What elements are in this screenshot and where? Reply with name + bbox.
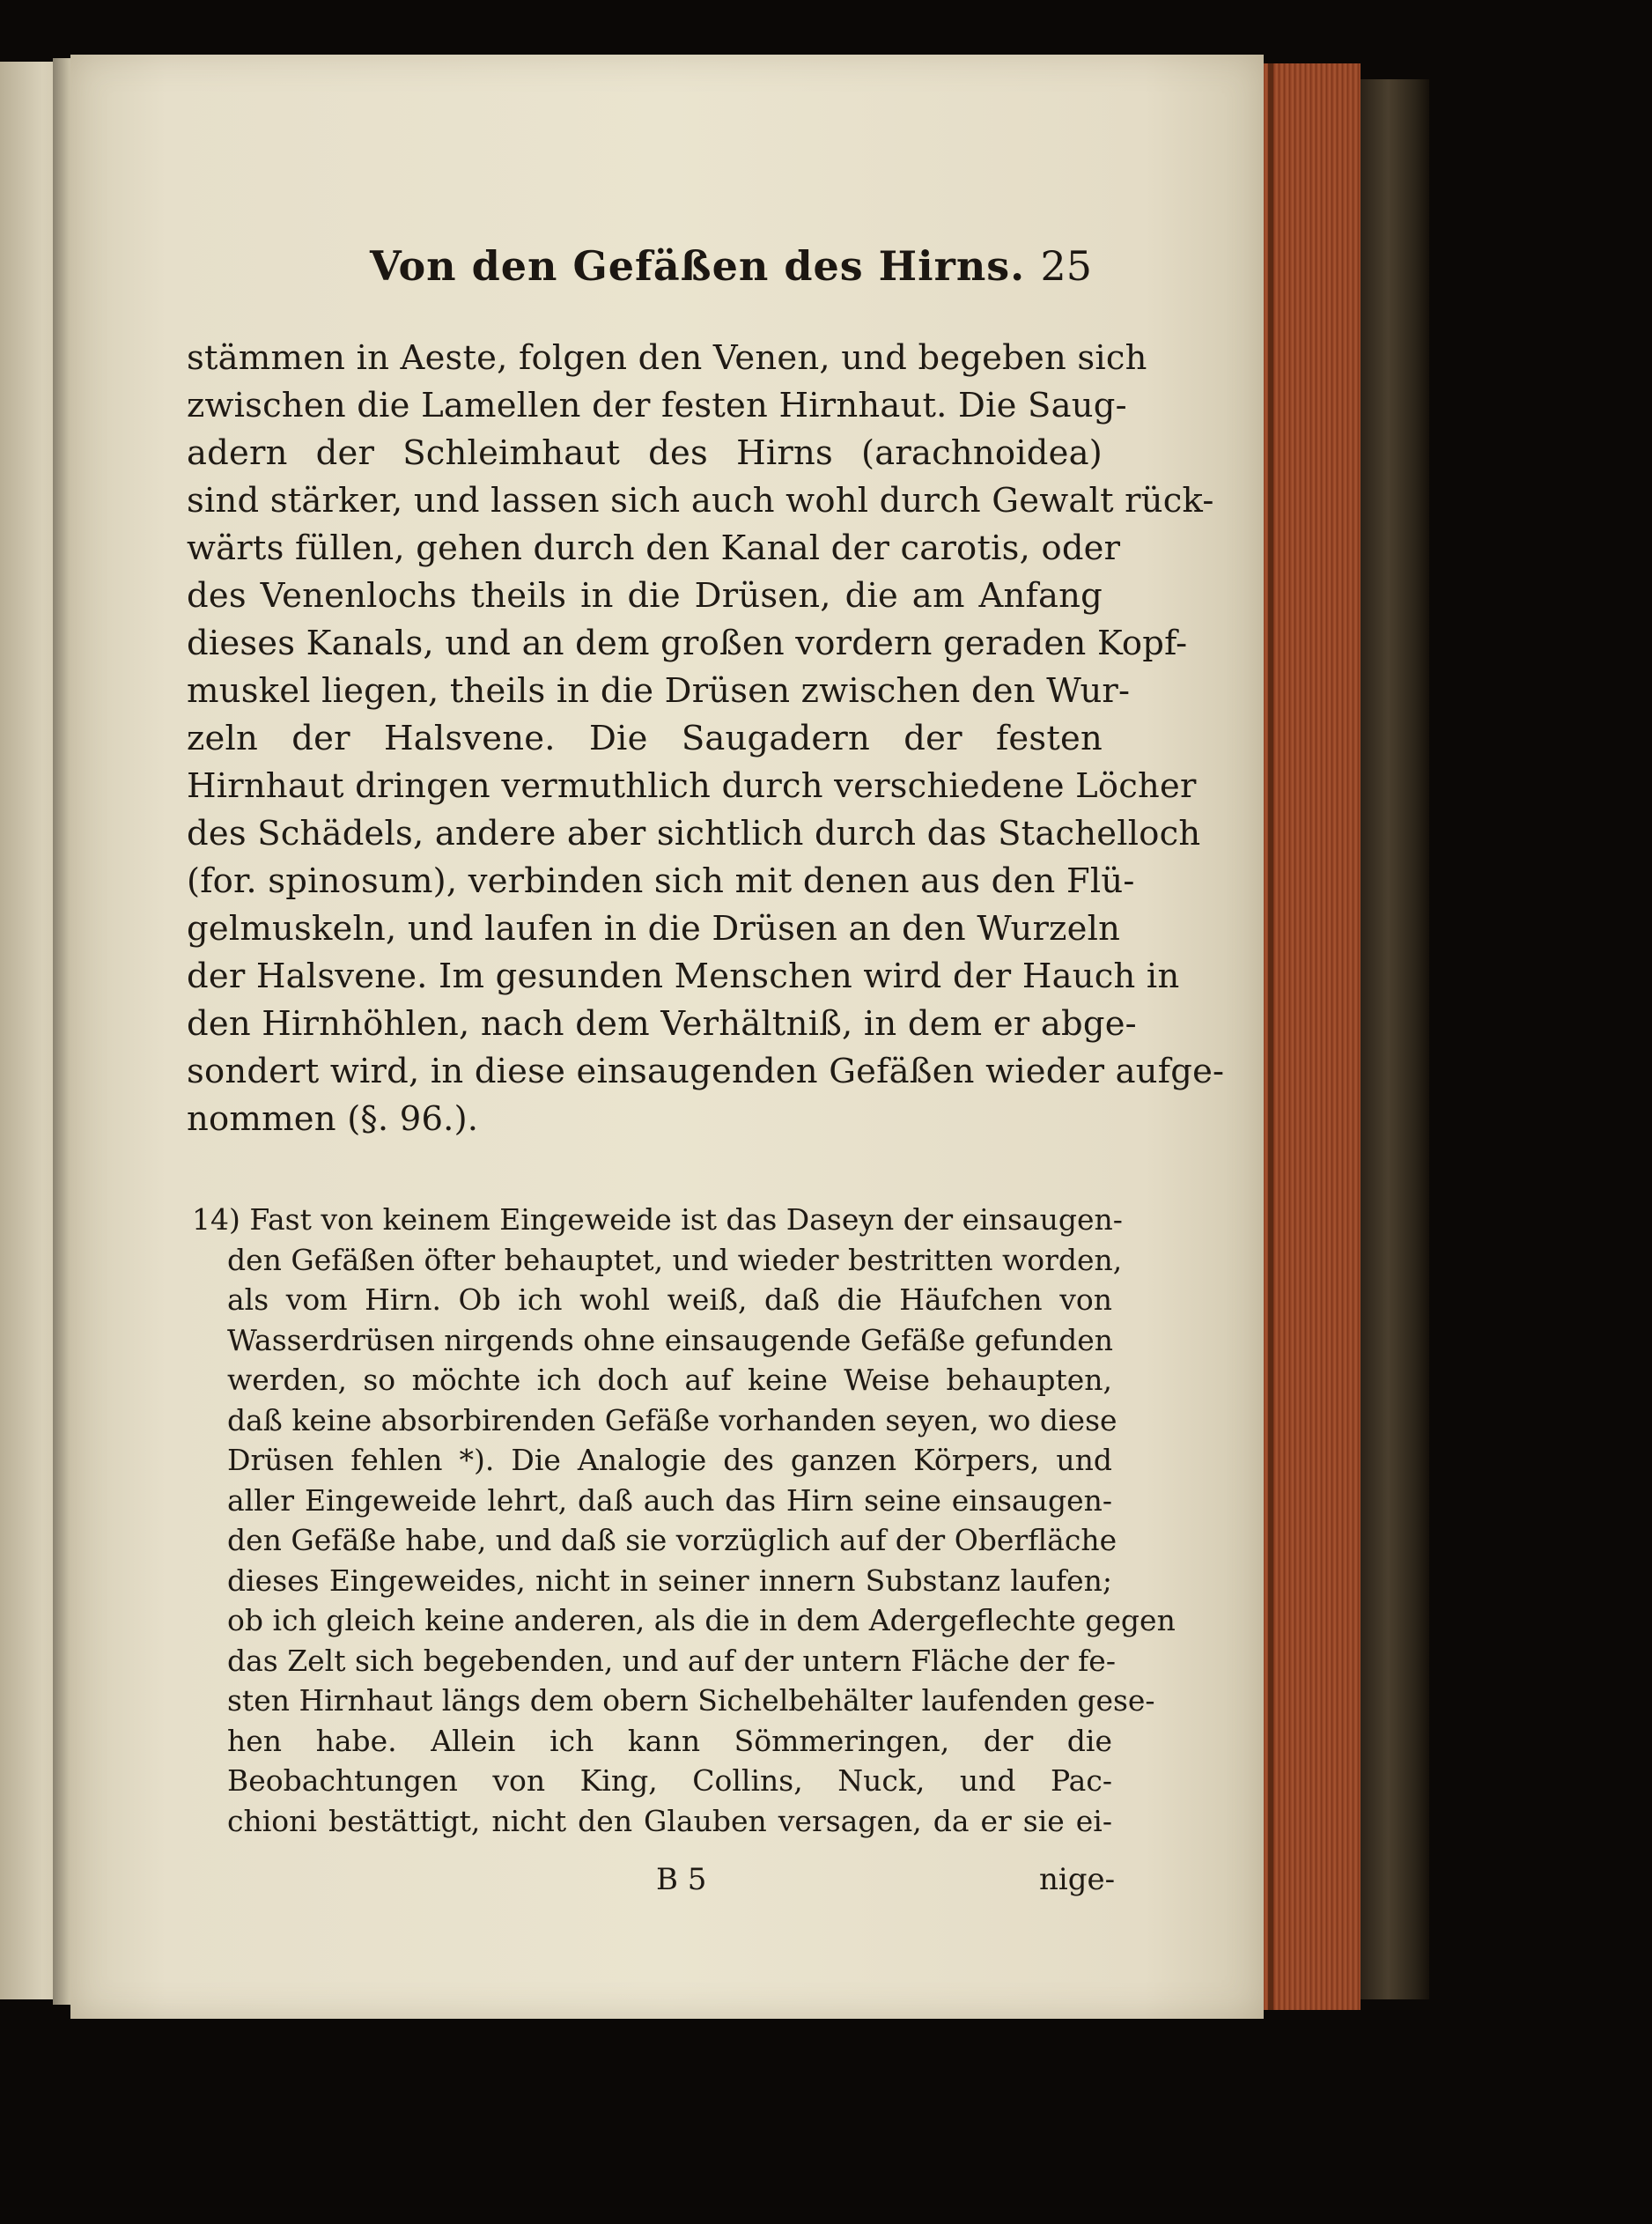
- text-line: des Venenlochs theils in die Drüsen, die am Anfang: [187, 576, 1103, 616]
- footnote: [192, 1200, 1176, 1841]
- main-text: [187, 335, 1225, 1143]
- footnote-line: sten Hirnhaut längs dem obern Sichelbehälter laufenden gese-: [227, 1683, 1155, 1718]
- page-header: [370, 242, 1092, 304]
- text-line: des Schädels, andere aber sichtlich durch das Stachelloch: [187, 814, 1201, 853]
- footnote-line: Wasserdrüsen nirgends ohne einsaugende Gefäße gefunden: [227, 1322, 1114, 1357]
- signature-mark: B 5: [656, 1862, 707, 1897]
- text-line: sind stärker, und lassen sich auch wohl durch Gewalt rück-: [187, 481, 1214, 521]
- text-line: muskel liegen, theils in die Drüsen zwischen den Wur-: [187, 671, 1131, 711]
- text-line: sondert wird, in diese einsaugenden Gefäßen wieder aufge-: [187, 1052, 1225, 1091]
- running-head: Von den Gefäßen des Hirns.: [370, 242, 1026, 290]
- footnote-line: werden, so möchte ich doch auf keine Weise behaupten,: [227, 1363, 1112, 1397]
- footnote-line: dieses Eingeweides, nicht in seiner innern Substanz laufen;: [227, 1563, 1112, 1598]
- page-block-edge: [1264, 63, 1361, 2010]
- text-line: Hirnhaut dringen vermuthlich durch verschiedene Löcher: [187, 766, 1197, 806]
- text-line: der Halsvene. Im gesunden Menschen wird der Hauch in: [187, 957, 1180, 996]
- text-line: nommen (§. 96.).: [187, 1099, 479, 1139]
- text-line: zeln der Halsvene. Die Saugadern der festen: [187, 719, 1103, 758]
- text-line: den Hirnhöhlen, nach dem Verhältniß, in dem er abge-: [187, 1004, 1137, 1044]
- catchword: nige-: [1039, 1862, 1116, 1897]
- footnote-line: den Gefäßen öfter behauptet, und wieder bestritten worden,: [227, 1242, 1123, 1277]
- footnote-line: als vom Hirn. Ob ich wohl weiß, daß die Häufchen von: [227, 1282, 1112, 1317]
- text-line: zwischen die Lamellen der festen Hirnhaut. Die Saug-: [187, 386, 1127, 425]
- text-line: gelmuskeln, und laufen in die Drüsen an den Wurzeln: [187, 909, 1121, 949]
- footnote-line: Drüsen fehlen *). Die Analogie des ganzen Körpers, und: [227, 1443, 1112, 1477]
- footnote-line: Beobachtungen von King, Collins, Nuck, und Pac-: [227, 1763, 1112, 1798]
- text-line: (for. spinosum), verbinden sich mit denen aus den Flü-: [187, 861, 1135, 901]
- text-line: adern der Schleimhaut des Hirns (arachnoidea): [187, 433, 1103, 473]
- book-cover: [1361, 79, 1429, 1999]
- footnote-line: daß keine absorbirenden Gefäße vorhanden seyen, wo diese: [227, 1402, 1117, 1437]
- text-line: stämmen in Aeste, folgen den Venen, und begeben sich: [187, 338, 1147, 378]
- text-line: dieses Kanals, und an dem großen vordern geraden Kopf-: [187, 624, 1188, 663]
- footnote-line: hen habe. Allein ich kann Sömmeringen, der die: [227, 1723, 1112, 1758]
- footnote-line: 14) Fast von keinem Eingeweide ist das Daseyn der einsaugen-: [192, 1202, 1123, 1237]
- footnote-line: das Zelt sich begebenden, und auf der untern Fläche der fe-: [227, 1643, 1116, 1678]
- footnote-line: den Gefäße habe, und daß sie vorzüglich auf der Oberfläche: [227, 1523, 1117, 1557]
- footnote-line: aller Eingeweide lehrt, daß auch das Hirn seine einsaugen-: [227, 1482, 1112, 1518]
- text-line: wärts füllen, gehen durch den Kanal der carotis, oder: [187, 528, 1121, 568]
- page-edge-shadow: [1268, 63, 1273, 2010]
- footnote-line: ob ich gleich keine anderen, als die in dem Adergeflechte gegen: [227, 1603, 1176, 1637]
- page-number: 25: [1040, 242, 1092, 290]
- footnote-line: chioni bestättigt, nicht den Glauben versagen, da er sie ei-: [227, 1803, 1112, 1838]
